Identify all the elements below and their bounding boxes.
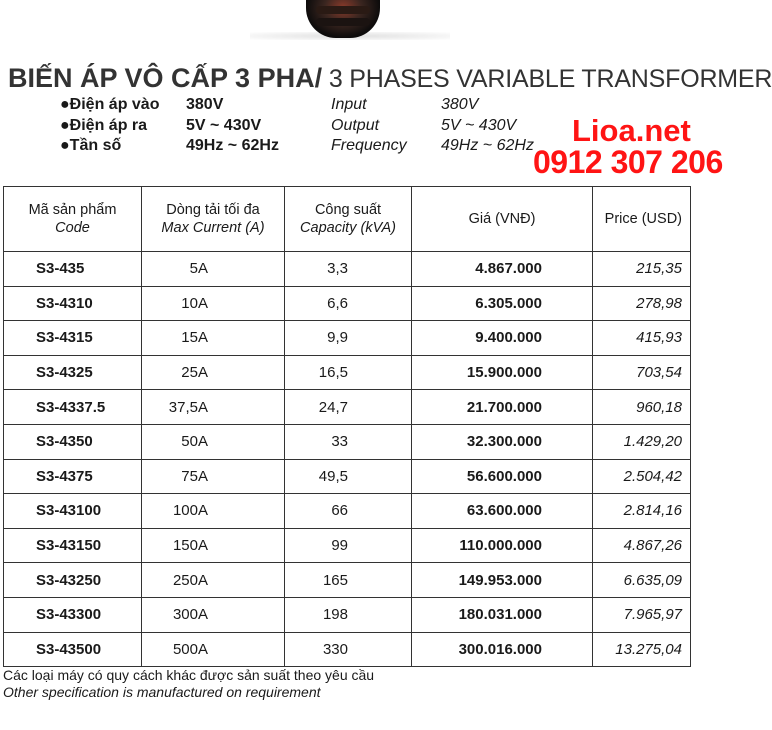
bullet-icon: ●: [60, 137, 70, 154]
price-table: [3, 186, 691, 667]
cell-code: S3-4315: [4, 321, 142, 356]
footnote-vi: Các loại máy có quy cách khác được sản suất theo yêu cầu: [3, 667, 375, 683]
cell-price-usd: 415,93: [593, 321, 691, 356]
header-capacity: [285, 187, 412, 252]
cell-capacity: 49,5: [285, 459, 412, 494]
header-capacity-vi: Công suất: [314, 202, 382, 218]
title-vi: BIẾN ÁP VÔ CẤP 3 PHA: [8, 63, 315, 93]
cell-capacity: 198: [285, 597, 412, 632]
cell-code: S3-4350: [4, 424, 142, 459]
spec-label-en: Input: [331, 96, 367, 113]
bullet-icon: ●: [60, 96, 70, 113]
bullet-icon: ●: [60, 116, 70, 134]
header-current-vi: Dòng tải tối đa: [166, 202, 260, 218]
spec-values-vi: [186, 95, 279, 157]
spec-label-en: Output: [331, 116, 380, 134]
cell-code: S3-4325: [4, 355, 142, 390]
cell-capacity: 330: [285, 632, 412, 667]
spec-value-en: 49Hz ~ 62Hz: [441, 137, 534, 154]
cell-current: 300A: [142, 597, 285, 632]
product-image-shadow: [250, 32, 450, 40]
cell-price-usd: 7.965,97: [593, 597, 691, 632]
table-row: [4, 252, 691, 287]
cell-price-vnd: 6.305.000: [412, 286, 593, 321]
table-row: [4, 494, 691, 529]
cell-code: S3-43300: [4, 597, 142, 632]
hotline-number: 0912 307 206: [533, 144, 723, 180]
cell-price-vnd: 21.700.000: [412, 390, 593, 425]
cell-price-usd: 4.867,26: [593, 528, 691, 563]
cell-price-usd: 703,54: [593, 355, 691, 390]
cell-capacity: 3,3: [285, 252, 412, 287]
header-code: [4, 187, 142, 252]
cell-price-vnd: 63.600.000: [412, 494, 593, 529]
spec-value-en: 5V ~ 430V: [441, 116, 517, 134]
cell-code: S3-435: [4, 252, 142, 287]
spec-values-en: [441, 95, 534, 157]
spec-value-vi: 5V ~ 430V: [186, 116, 262, 134]
spec-row: [60, 95, 159, 116]
cell-price-vnd: 56.600.000: [412, 459, 593, 494]
spec-row: [60, 136, 159, 157]
footnote-en: Other specification is manufactured on requirement: [3, 684, 321, 700]
cell-code: S3-43500: [4, 632, 142, 667]
title-en: 3 PHASES VARIABLE TRANSFORMER: [322, 65, 772, 93]
table-row: [4, 597, 691, 632]
cell-current: 75A: [142, 459, 285, 494]
cell-current: 50A: [142, 424, 285, 459]
spec-label-en: Frequency: [331, 137, 407, 154]
spec-label-vi: Điện áp vào: [69, 96, 160, 113]
spec-value-vi: 49Hz ~ 62Hz: [186, 137, 279, 154]
table-row: [4, 286, 691, 321]
table-row: [4, 528, 691, 563]
header-capacity-en: Capacity (kVA): [300, 220, 396, 236]
table-header-row: [4, 187, 691, 252]
cell-code: S3-43150: [4, 528, 142, 563]
cell-price-vnd: 300.016.000: [412, 632, 593, 667]
header-code-en: Code: [55, 220, 90, 236]
table-row: [4, 632, 691, 667]
header-price-vnd: [412, 187, 593, 252]
header-price-usd: [593, 187, 691, 252]
cell-price-vnd: 110.000.000: [412, 528, 593, 563]
footnote: [3, 667, 374, 701]
cell-current: 15A: [142, 321, 285, 356]
cell-price-usd: 2.814,16: [593, 494, 691, 529]
cell-current: 25A: [142, 355, 285, 390]
cell-price-vnd: 32.300.000: [412, 424, 593, 459]
page-title: [8, 62, 772, 95]
header-code-vi: Mã sản phẩm: [28, 202, 117, 218]
spec-labels-en: [331, 95, 407, 157]
header-current-en: Max Current (A): [161, 220, 265, 236]
cell-capacity: 24,7: [285, 390, 412, 425]
cell-capacity: 6,6: [285, 286, 412, 321]
cell-price-usd: 13.275,04: [593, 632, 691, 667]
cell-price-usd: 6.635,09: [593, 563, 691, 598]
cell-price-vnd: 180.031.000: [412, 597, 593, 632]
table-row: [4, 390, 691, 425]
header-current: [142, 187, 285, 252]
cell-price-usd: 1.429,20: [593, 424, 691, 459]
cell-capacity: 165: [285, 563, 412, 598]
cell-code: S3-4337.5: [4, 390, 142, 425]
table-row: [4, 355, 691, 390]
spec-labels-vi: [60, 95, 159, 157]
cell-price-usd: 278,98: [593, 286, 691, 321]
spec-row: [60, 116, 159, 137]
table-row: [4, 459, 691, 494]
spec-value-en: 380V: [441, 96, 479, 113]
spec-label-vi: Tần số: [69, 137, 122, 154]
cell-price-vnd: 15.900.000: [412, 355, 593, 390]
cell-capacity: 9,9: [285, 321, 412, 356]
cell-code: S3-4310: [4, 286, 142, 321]
cell-price-vnd: 4.867.000: [412, 252, 593, 287]
cell-code: S3-43250: [4, 563, 142, 598]
cell-current: 500A: [142, 632, 285, 667]
cell-current: 150A: [142, 528, 285, 563]
cell-capacity: 33: [285, 424, 412, 459]
table-row: [4, 424, 691, 459]
cell-current: 100A: [142, 494, 285, 529]
cell-current: 10A: [142, 286, 285, 321]
cell-capacity: 66: [285, 494, 412, 529]
table-row: [4, 321, 691, 356]
cell-current: 37,5A: [142, 390, 285, 425]
cell-code: S3-4375: [4, 459, 142, 494]
cell-current: 5A: [142, 252, 285, 287]
cell-price-usd: 215,35: [593, 252, 691, 287]
cell-price-vnd: 149.953.000: [412, 563, 593, 598]
title-separator: /: [314, 63, 323, 93]
header-price-vnd-label: Giá (VNĐ): [468, 211, 536, 227]
cell-code: S3-43100: [4, 494, 142, 529]
cell-capacity: 16,5: [285, 355, 412, 390]
cell-price-usd: 2.504,42: [593, 459, 691, 494]
brand-site: Lioa.net: [572, 113, 691, 148]
header-price-usd-label: Price (USD): [604, 211, 682, 227]
spec-value-vi: 380V: [186, 96, 224, 113]
cell-price-vnd: 9.400.000: [412, 321, 593, 356]
cell-price-usd: 960,18: [593, 390, 691, 425]
spec-label-vi: Điện áp ra: [69, 116, 148, 134]
cell-current: 250A: [142, 563, 285, 598]
table-row: [4, 563, 691, 598]
cell-capacity: 99: [285, 528, 412, 563]
